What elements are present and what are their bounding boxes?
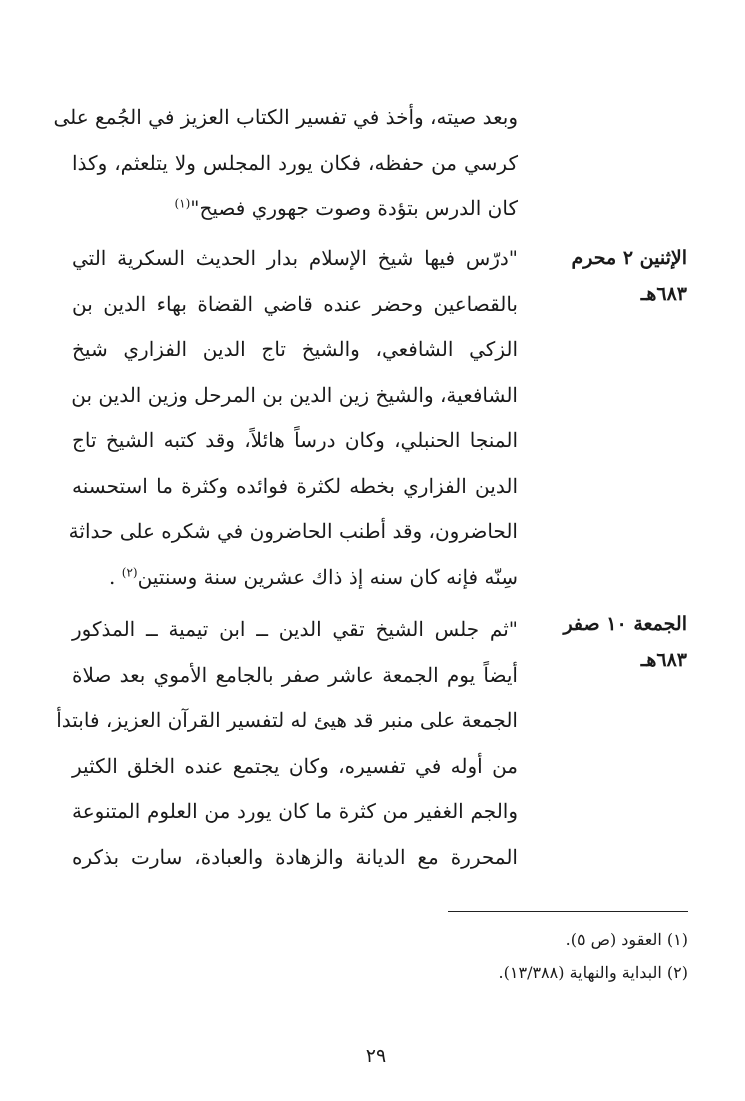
text-line: الزكي الشافعي، والشيخ تاج الدين الفزاري شيخ [72, 337, 518, 361]
paragraph-1 [53, 95, 518, 232]
text-line: وبعد صيته، وأخذ في تفسير الكتاب العزيز في الجُمع على [53, 105, 518, 129]
text-line: الجمعة على منبر قد هيئ له لتفسير القرآن العزيز، فابتدأ [56, 708, 518, 732]
text-line [72, 555, 518, 601]
footnote-reference-2: (٢) [121, 564, 138, 579]
text-line: "درّس فيها شيخ الإسلام بدار الحديث السكرية التي [72, 246, 518, 270]
paragraph-2 [68, 236, 518, 600]
text-line: المنجا الحنبلي، وكان درساً هائلاً، وقد كتبه الشيخ تاج [72, 428, 518, 452]
footnote-reference-1: (١) [174, 196, 191, 211]
text-line: كرسي من حفظه، فكان يورد المجلس ولا يتلعثم، وكذا [72, 150, 518, 175]
text-line: الحاضرون، وقد أطنب الحاضرون في شكره على حداثة [68, 519, 518, 543]
margin-date-text: الجمعة ١٠ صفر [563, 613, 687, 635]
margin-date-2 [537, 606, 687, 678]
text-line [72, 186, 518, 232]
footnote-1: (١) العقود (ص ٥). [565, 930, 688, 949]
paragraph-3 [56, 607, 518, 880]
trailing-punctuation: . [109, 564, 122, 589]
margin-date-text: الإثنين ٢ محرم ٦٨٣هـ [571, 247, 687, 305]
text-line: الدين الفزاري بخطه لكثرة فوائده وكثرة ما استحسنه [72, 473, 518, 498]
text-line: بالقصاعين وحضر عنده قاضي القضاة بهاء الدين بن [72, 291, 518, 316]
text-line: "ثم جلس الشيخ تقي الدين ــ ابن تيمية ــ المذكور [72, 617, 518, 641]
margin-date-text: ٦٨٣هـ [640, 649, 687, 671]
footnote-2: (٢) البداية والنهاية (١٣/٣٨٨). [498, 963, 688, 982]
margin-date-1 [537, 240, 687, 312]
text-line: من أوله في تفسيره، وكان يجتمع عنده الخلق الكثير [72, 753, 518, 778]
text-line-content: كان الدرس بتؤدة وصوت جهوري فصيح" [190, 196, 518, 220]
text-line: المحررة مع الديانة والزهادة والعبادة، سارت بذكره [72, 844, 518, 869]
text-line: الشافعية، والشيخ زين الدين بن المرحل وزين الدين بن [71, 382, 518, 407]
text-line-content: سِنّه فإنه كان سنه إذ ذاك عشرين سنة وسنتين [137, 564, 518, 589]
footnote-divider [448, 911, 688, 912]
text-line: والجم الغفير من كثرة ما كان يورد من العلوم المتنوعة [72, 799, 518, 823]
footnotes [288, 923, 688, 989]
page-number: ٢٩ [365, 1045, 387, 1067]
text-line: أيضاً يوم الجمعة عاشر صفر بالجامع الأموي بعد صلاة [72, 662, 518, 687]
